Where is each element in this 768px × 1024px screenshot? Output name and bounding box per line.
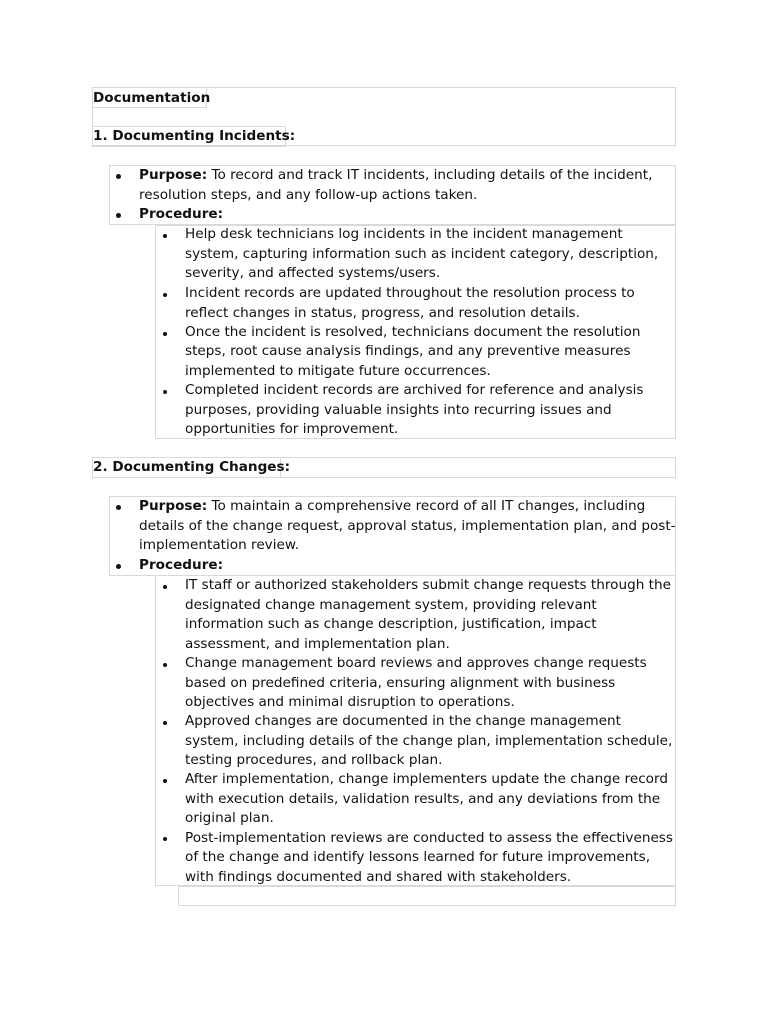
section-2-purpose-line-3: implementation review.	[139, 537, 300, 553]
section-1-step-2-line-2: reflect changes in status, progress, and resolution details.	[185, 304, 580, 321]
section-1-step-3-line-1: Once the incident is resolved, technicians document the resolution	[185, 323, 641, 340]
section-2-purpose-label: Purpose:	[139, 498, 208, 514]
section-2-step-5-line-2: of the change and identify lessons learned for future improvements,	[185, 849, 651, 865]
section-2-step-2-line-1: Change management board reviews and approves change requests	[185, 655, 647, 671]
trailing-empty-cell	[178, 886, 676, 906]
sub-bullet-icon	[163, 779, 167, 783]
section-2-step-4-line-3: original plan.	[185, 810, 274, 826]
section-2-heading: 2. Documenting Changes:	[93, 459, 291, 475]
section-1-step-4-line-2: purposes, providing valuable insights into recurring issues and	[185, 401, 612, 418]
section-2-procedure-label: Procedure:	[139, 556, 224, 573]
section-2-step-1-line-2: designated change management system, providing relevant	[185, 596, 597, 613]
sub-bullet-icon	[163, 585, 167, 589]
sub-bullet-icon	[163, 390, 167, 394]
section-1-procedure-label: Procedure:	[139, 206, 224, 222]
section-1-step-3-line-3: implemented to mitigate future occurrences.	[185, 362, 491, 379]
section-2-step-3-line-1: Approved changes are documented in the change management	[185, 713, 621, 729]
section-2-purpose-line-1: Purpose: To maintain a comprehensive record of all IT changes, including	[139, 498, 646, 514]
section-2-step-1-line-1: IT staff or authorized stakeholders submit change requests through the	[185, 577, 671, 593]
sub-bullet-icon	[163, 663, 167, 667]
section-2-purpose-line-2: details of the change request, approval status, implementation plan, and post-	[139, 517, 676, 534]
sub-bullet-icon	[163, 837, 167, 841]
section-2-step-2-line-2: based on predefined criteria, ensuring alignment with business	[185, 674, 616, 691]
section-1-purpose-line-2: resolution steps, and any follow-up actions taken.	[139, 186, 478, 203]
section-2-step-3-line-2: system, including details of the change plan, implementation schedule,	[185, 732, 673, 749]
section-2-step-3-line-3: testing procedures, and rollback plan.	[185, 752, 443, 768]
sub-bullet-icon	[163, 332, 167, 336]
sub-bullet-icon	[163, 293, 167, 297]
section-2-step-5-line-3: with findings documented and shared with stakeholders.	[185, 868, 572, 885]
bullet-icon	[116, 213, 121, 218]
document-title: Documentation	[93, 90, 211, 106]
section-2-step-2-line-3: objectives and minimal disruption to operations.	[185, 694, 515, 710]
section-2-step-5-line-1: Post-implementation reviews are conducted to assess the effectiveness	[185, 829, 673, 846]
section-2-step-4-line-2: with execution details, validation results, and any deviations from the	[185, 790, 661, 807]
bullet-icon	[116, 174, 121, 179]
section-2-step-1-line-3: information such as change description, justification, impact	[185, 616, 597, 632]
section-1-step-4-line-3: opportunities for improvement.	[185, 421, 399, 437]
section-1-step-1-line-2: system, capturing information such as incident category, description,	[185, 245, 659, 262]
section-1-step-2-line-1: Incident records are updated throughout the resolution process to	[185, 285, 635, 301]
bullet-icon	[116, 564, 121, 569]
sub-bullet-icon	[163, 721, 167, 725]
section-1-step-3-line-2: steps, root cause analysis findings, and any preventive measures	[185, 343, 631, 359]
section-1-purpose-label: Purpose:	[139, 167, 208, 183]
section-1-step-1-line-1: Help desk technicians log incidents in the incident management	[185, 226, 623, 242]
section-1-step-4-line-1: Completed incident records are archived for reference and analysis	[185, 382, 644, 398]
section-1-step-1-line-3: severity, and affected systems/users.	[185, 265, 441, 281]
bullet-icon	[116, 505, 121, 510]
section-1-heading: 1. Documenting Incidents:	[93, 128, 296, 144]
sub-bullet-icon	[163, 234, 167, 238]
section-1-purpose-line-1: Purpose: To record and track IT incidents, including details of the incident,	[139, 167, 653, 183]
section-2-step-4-line-1: After implementation, change implementers update the change record	[185, 771, 668, 787]
section-2-step-1-line-4: assessment, and implementation plan.	[185, 635, 450, 652]
